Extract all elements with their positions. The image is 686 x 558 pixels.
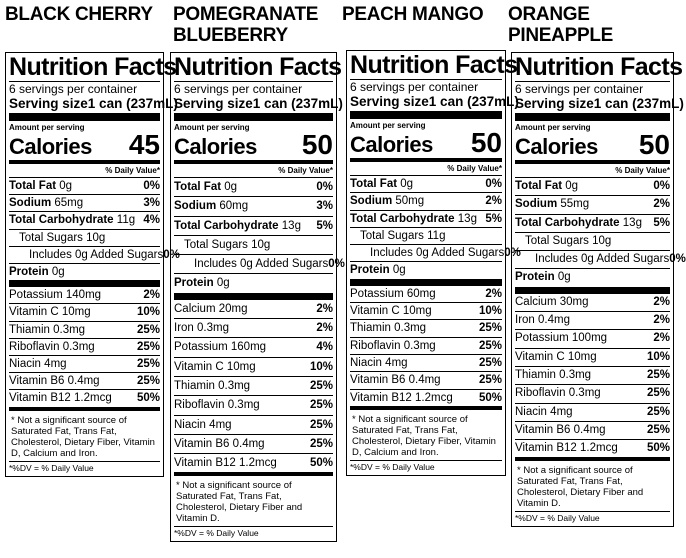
- nutrient-name: Includes 0g Added Sugars: [535, 253, 670, 266]
- nutrient-amount: 10g: [251, 238, 271, 251]
- nutrient-row: [350, 193, 502, 210]
- nutrient-row: [350, 390, 502, 410]
- calories-row: [174, 129, 333, 160]
- nutrient-daily-value: 25%: [136, 323, 160, 336]
- nutrient-row: [515, 269, 670, 293]
- nutrient-name: Sodium: [515, 198, 558, 211]
- calories-value: 50: [638, 129, 670, 160]
- nutrient-row: [9, 195, 160, 212]
- nutrient-name: Sodium: [174, 200, 217, 213]
- nutrient-daily-value: 4%: [316, 341, 333, 354]
- nutrient-daily-value: 25%: [136, 358, 160, 371]
- nutrient-daily-value: 2%: [653, 198, 670, 211]
- nutrient-row: [350, 245, 521, 262]
- nutrient-amount: 0g: [59, 180, 73, 192]
- nutrient-name: Vitamin C: [515, 350, 565, 363]
- nutrient-name: Vitamin B12: [350, 391, 412, 404]
- nutrient-name: Total Carbohydrate: [9, 214, 114, 227]
- nutrient-name: Vitamin B12: [174, 457, 236, 470]
- nutrient-amount: 13g: [622, 216, 642, 229]
- nutrient-amount: 1.2mcg: [74, 392, 112, 405]
- nutrient-amount: 0g: [216, 277, 230, 290]
- nutrient-name: Includes 0g Added Sugars: [370, 247, 505, 260]
- nutrient-name: Calcium: [174, 302, 216, 315]
- nutrient-daily-value: 0%: [485, 178, 502, 190]
- nutrient-amount: 4mg: [550, 405, 573, 418]
- nutrient-daily-value: 25%: [478, 322, 502, 335]
- nutrient-daily-value: 25%: [646, 423, 670, 436]
- nutrient-row: [174, 396, 333, 415]
- nutrient-row: [515, 312, 670, 330]
- nutrient-amount: 50mg: [395, 195, 425, 208]
- nutrient-daily-value: 4%: [143, 214, 160, 227]
- nutrient-daily-value: 25%: [136, 340, 160, 353]
- calories-value: 45: [128, 129, 160, 160]
- nutrient-name: Protein: [9, 266, 49, 279]
- footnote: * Not a significant source of Saturated Fat, Trans Fat, Cholesterol, Dietary Fiber and Vitamin D.: [515, 461, 670, 512]
- flavor-title: PEACH MANGO: [342, 4, 484, 25]
- nutrient-amount: 0g: [565, 180, 579, 192]
- nutrient-daily-value: 0%: [316, 181, 333, 193]
- nutrient-name: Vitamin C: [350, 305, 400, 318]
- nutrient-amount: 0.3mg: [62, 340, 95, 353]
- nutrient-amount: 20mg: [218, 302, 248, 315]
- nutrient-daily-value: 0%: [143, 180, 160, 192]
- nutrient-name: Total Sugars: [19, 231, 83, 244]
- nutrient-name: Total Carbohydrate: [350, 212, 455, 225]
- nutrient-daily-value: 50%: [478, 391, 502, 404]
- calories-row: [515, 129, 670, 160]
- nutrition-facts-title: Nutrition Facts: [515, 53, 683, 81]
- nutrient-amount: 0.3mg: [568, 387, 601, 400]
- nutrient-row: [9, 178, 160, 195]
- nutrient-daily-value: 10%: [309, 360, 333, 373]
- nutrient-amount: 0.4mg: [408, 374, 441, 387]
- footnote: * Not a significant source of Saturated Fat, Trans Fat, Cholesterol, Dietary Fiber, Vitamin D, Calcium and Iron.: [350, 410, 502, 461]
- flavor-title: BLACK CHERRY: [5, 4, 153, 25]
- nutrient-name: Total Carbohydrate: [515, 216, 620, 229]
- nutrient-row: [515, 385, 670, 403]
- calories-label: Calories: [174, 134, 257, 159]
- nutrient-daily-value: 0%: [653, 180, 670, 192]
- nutrient-amount: 0.3mg: [559, 368, 592, 381]
- nutrient-row: [174, 197, 333, 216]
- nutrient-row: [350, 355, 502, 372]
- nutrient-daily-value: 25%: [646, 368, 670, 381]
- nutrient-row: [9, 356, 160, 373]
- nutrient-daily-value: 0%: [504, 247, 521, 260]
- nutrient-daily-value: 25%: [309, 379, 333, 392]
- nutrient-name: Includes 0g Added Sugars: [194, 258, 329, 271]
- serving-size-label: Serving size: [515, 96, 594, 111]
- serving-size: [515, 96, 684, 112]
- nutrient-row: [174, 178, 333, 197]
- nutrient-amount: 4mg: [209, 418, 232, 431]
- nutrient-row: [350, 320, 502, 337]
- nutrient-daily-value: 25%: [478, 339, 502, 352]
- nutrient-row: [174, 319, 333, 338]
- nutrient-name: Iron: [174, 322, 194, 335]
- amount-per-serving: Amount per serving: [174, 123, 250, 132]
- nutrient-daily-value: 3%: [316, 200, 333, 213]
- nutrient-name: Vitamin C: [174, 360, 224, 373]
- nutrient-daily-value: 2%: [653, 314, 670, 327]
- nutrient-row: [9, 212, 160, 229]
- nutrient-row: [9, 287, 160, 304]
- nutrient-daily-value: 25%: [309, 418, 333, 431]
- nutrient-row: [174, 358, 333, 377]
- nutrient-amount: 4mg: [44, 358, 67, 371]
- nutrient-row: [174, 236, 333, 255]
- nutrient-name: Vitamin B6: [515, 423, 571, 436]
- nutrient-row: [350, 262, 502, 285]
- nutrient-daily-value: 25%: [478, 356, 502, 369]
- nutrient-daily-value: 25%: [136, 375, 160, 388]
- nutrient-row: [515, 330, 670, 348]
- nutrient-row: [515, 422, 670, 440]
- amount-per-serving: Amount per serving: [350, 121, 426, 130]
- nutrient-amount: 13g: [457, 212, 477, 225]
- nutrient-amount: 0g: [224, 181, 238, 193]
- nutrient-amount: 10mg: [226, 360, 256, 373]
- nutrient-amount: 10g: [86, 231, 106, 244]
- nutrient-amount: 0g: [400, 178, 414, 190]
- nutrient-name: Total Sugars: [360, 229, 424, 242]
- serving-size: [350, 94, 519, 110]
- nutrient-daily-value: 5%: [316, 219, 333, 232]
- nutrient-amount: 30mg: [559, 295, 589, 308]
- nutrient-name: Protein: [350, 264, 390, 277]
- nutrient-amount: 65mg: [54, 197, 84, 210]
- nutrient-row: [515, 294, 670, 312]
- nutrient-amount: 55mg: [560, 198, 590, 211]
- nutrient-name: Total Carbohydrate: [174, 219, 279, 232]
- nutrient-daily-value: 2%: [653, 295, 670, 308]
- calories-value: 50: [470, 127, 502, 158]
- nutrient-name: Total Fat: [174, 181, 222, 193]
- nutrient-amount: 0.3mg: [403, 339, 436, 352]
- nutrient-daily-value: 25%: [646, 387, 670, 400]
- nutrient-amount: 0.3mg: [218, 379, 251, 392]
- nutrient-daily-value: 2%: [143, 289, 160, 302]
- nutrient-daily-value: 3%: [143, 197, 160, 210]
- nutrient-name: Niacin: [174, 418, 206, 431]
- serving-size-value: 1 can (237mL): [252, 96, 343, 111]
- flavor-title: POMEGRANATE BLUEBERRY: [173, 4, 319, 46]
- nutrient-name: Potassium: [9, 289, 63, 302]
- nutrient-name: Total Fat: [350, 178, 398, 190]
- dv-note: *%DV = % Daily Value: [9, 462, 94, 473]
- nutrient-amount: 10mg: [402, 305, 432, 318]
- nutrition-panel: [5, 52, 180, 477]
- nutrient-amount: 0.3mg: [394, 322, 427, 335]
- footnote: * Not a significant source of Saturated Fat, Trans Fat, Cholesterol, Dietary Fiber and Vitamin D.: [174, 476, 333, 527]
- nutrient-row: [515, 440, 670, 461]
- nutrient-name: Thiamin: [174, 379, 215, 392]
- nutrient-name: Thiamin: [515, 368, 556, 381]
- nutrition-panel: [346, 50, 521, 476]
- nutrient-name: Includes 0g Added Sugars: [29, 248, 164, 261]
- nutrient-amount: 0.4mg: [232, 437, 265, 450]
- nutrient-name: Niacin: [9, 358, 41, 371]
- nutrient-name: Niacin: [350, 356, 382, 369]
- nutrient-amount: 11g: [427, 229, 446, 242]
- nutrient-row: [174, 274, 333, 299]
- nutrient-name: Thiamin: [350, 322, 391, 335]
- calories-label: Calories: [350, 132, 433, 157]
- servings-per-container: 6 servings per container: [174, 82, 303, 96]
- nutrient-row: [174, 217, 333, 236]
- nutrient-name: Calcium: [515, 295, 557, 308]
- calories-row: [350, 127, 502, 158]
- nutrient-amount: 140mg: [65, 289, 102, 302]
- nutrient-row: [9, 247, 180, 264]
- nutrient-row: [515, 349, 670, 367]
- amount-per-serving: Amount per serving: [9, 123, 85, 132]
- nutrient-row: [350, 176, 502, 193]
- nutrient-daily-value: 2%: [316, 322, 333, 335]
- nutrient-name: Vitamin B6: [174, 437, 230, 450]
- nutrient-daily-value: 10%: [646, 350, 670, 363]
- nutrient-amount: 13g: [281, 219, 301, 232]
- nutrient-daily-value: 0%: [328, 258, 345, 271]
- nutrient-daily-value: 50%: [309, 457, 333, 470]
- nutrient-amount: 10g: [592, 234, 612, 247]
- nutrient-name: Total Fat: [9, 180, 57, 192]
- nutrient-name: Protein: [174, 277, 214, 290]
- nutrient-name: Protein: [515, 271, 555, 284]
- nutrient-row: [174, 454, 333, 476]
- nutrient-amount: 0.4mg: [538, 314, 570, 327]
- nutrient-name: Potassium: [174, 341, 228, 354]
- footnote: * Not a significant source of Saturated Fat, Trans Fat, Cholesterol, Dietary Fiber, Vitamin D, Calcium and Iron.: [9, 411, 160, 462]
- nutrient-row: [515, 215, 670, 233]
- nutrient-row: [174, 338, 333, 357]
- nutrient-name: Riboflavin: [174, 399, 225, 412]
- nutrient-name: Niacin: [515, 405, 547, 418]
- nutrient-amount: 1.2mcg: [415, 391, 453, 404]
- daily-value-header: % Daily Value*: [350, 163, 502, 176]
- nutrient-amount: 160mg: [230, 341, 267, 354]
- nutrient-name: Total Fat: [515, 180, 563, 192]
- nutrient-daily-value: 25%: [309, 399, 333, 412]
- serving-size-value: 1 can (237mL): [593, 96, 684, 111]
- nutrient-row: [350, 372, 502, 389]
- calories-label: Calories: [9, 134, 92, 159]
- servings-per-container: 6 servings per container: [350, 80, 479, 94]
- nutrient-name: Total Sugars: [184, 238, 248, 251]
- nutrient-row: [515, 367, 670, 385]
- nutrient-daily-value: 2%: [485, 195, 502, 208]
- nutrition-panel: [511, 52, 686, 527]
- nutrition-facts-title: Nutrition Facts: [350, 51, 518, 79]
- nutrient-row: [350, 338, 502, 355]
- flavor-title: ORANGE PINEAPPLE: [508, 4, 613, 46]
- nutrient-row: [9, 230, 160, 247]
- daily-value-header: % Daily Value*: [515, 165, 670, 178]
- nutrient-name: Riboflavin: [9, 340, 60, 353]
- nutrient-daily-value: 2%: [485, 287, 502, 300]
- nutrient-name: Vitamin B12: [9, 392, 71, 405]
- servings-per-container: 6 servings per container: [9, 82, 138, 96]
- nutrient-daily-value: 25%: [309, 437, 333, 450]
- nutrient-row: [515, 178, 670, 196]
- nutrient-row: [350, 303, 502, 320]
- nutrient-name: Total Sugars: [525, 234, 589, 247]
- nutrient-amount: 0g: [392, 264, 406, 277]
- nutrient-name: Riboflavin: [515, 387, 566, 400]
- nutrient-row: [174, 377, 333, 396]
- nutrient-row: [9, 264, 160, 287]
- nutrient-amount: 0.3mg: [197, 322, 229, 335]
- nutrient-name: Riboflavin: [350, 339, 401, 352]
- nutrition-panel: [170, 52, 345, 542]
- nutrient-row: [9, 339, 160, 356]
- nutrient-amount: 1.2mcg: [239, 457, 277, 470]
- dv-note: *%DV = % Daily Value: [174, 528, 259, 539]
- nutrient-daily-value: 10%: [136, 306, 160, 319]
- nutrient-row: [515, 251, 686, 269]
- amount-per-serving: Amount per serving: [515, 123, 591, 132]
- nutrient-daily-value: 25%: [478, 374, 502, 387]
- serving-size-value: 1 can (237mL): [87, 96, 178, 111]
- nutrient-row: [174, 416, 333, 435]
- nutrient-amount: 100mg: [571, 332, 608, 345]
- nutrient-name: Vitamin B6: [350, 374, 406, 387]
- nutrient-daily-value: 2%: [316, 302, 333, 315]
- nutrient-name: Sodium: [9, 197, 52, 210]
- calories-row: [9, 129, 160, 160]
- nutrient-name: Vitamin B6: [9, 375, 65, 388]
- nutrient-name: Sodium: [350, 195, 393, 208]
- nutrient-row: [9, 304, 160, 321]
- serving-size-label: Serving size: [350, 94, 429, 109]
- nutrient-daily-value: 10%: [478, 305, 502, 318]
- nutrient-amount: 0.4mg: [67, 375, 100, 388]
- serving-size-label: Serving size: [9, 96, 88, 111]
- nutrient-row: [515, 233, 670, 251]
- nutrient-daily-value: 2%: [653, 332, 670, 345]
- serving-size-label: Serving size: [174, 96, 253, 111]
- dv-note: *%DV = % Daily Value: [515, 513, 600, 524]
- nutrient-amount: 10mg: [567, 350, 597, 363]
- nutrient-daily-value: 25%: [646, 405, 670, 418]
- nutrient-row: [174, 300, 333, 319]
- nutrient-row: [9, 373, 160, 390]
- nutrient-amount: 10mg: [61, 306, 91, 319]
- nutrient-amount: 0.3mg: [53, 323, 86, 336]
- nutrient-row: [9, 322, 160, 339]
- nutrient-row: [515, 196, 670, 214]
- nutrient-row: [515, 404, 670, 422]
- nutrient-daily-value: 5%: [653, 216, 670, 229]
- nutrient-name: Potassium: [515, 332, 569, 345]
- nutrient-name: Vitamin C: [9, 306, 59, 319]
- calories-value: 50: [301, 129, 333, 160]
- nutrient-row: [9, 390, 160, 410]
- nutrient-name: Potassium: [350, 287, 404, 300]
- nutrient-amount: 11g: [116, 214, 136, 227]
- daily-value-header: % Daily Value*: [9, 165, 160, 178]
- nutrient-daily-value: 5%: [485, 212, 502, 225]
- serving-size: [9, 96, 178, 112]
- servings-per-container: 6 servings per container: [515, 82, 644, 96]
- nutrient-amount: 0.3mg: [227, 399, 260, 412]
- dv-note: *%DV = % Daily Value: [350, 461, 435, 472]
- nutrient-row: [350, 286, 502, 303]
- nutrient-amount: 0g: [51, 266, 65, 279]
- nutrient-daily-value: 50%: [646, 442, 670, 455]
- nutrient-amount: 60mg: [406, 287, 436, 300]
- calories-label: Calories: [515, 134, 598, 159]
- nutrient-name: Vitamin B12: [515, 442, 577, 455]
- nutrient-daily-value: 0%: [669, 253, 686, 266]
- daily-value-header: % Daily Value*: [174, 165, 333, 178]
- nutrition-facts-title: Nutrition Facts: [9, 53, 177, 81]
- nutrition-facts-title: Nutrition Facts: [174, 53, 342, 81]
- nutrient-row: [350, 211, 502, 228]
- nutrient-daily-value: 50%: [136, 392, 160, 405]
- nutrient-row: [350, 228, 502, 245]
- nutrient-amount: 0g: [557, 271, 571, 284]
- nutrient-amount: 1.2mcg: [580, 442, 618, 455]
- serving-size: [174, 96, 343, 112]
- nutrient-amount: 4mg: [385, 356, 408, 369]
- nutrient-name: Iron: [515, 314, 535, 327]
- nutrient-amount: 0.4mg: [573, 423, 606, 436]
- nutrient-row: [174, 435, 333, 454]
- nutrient-row: [174, 255, 345, 274]
- nutrient-amount: 60mg: [219, 200, 249, 213]
- nutrient-daily-value: 0%: [163, 248, 180, 261]
- nutrient-name: Thiamin: [9, 323, 50, 336]
- serving-size-value: 1 can (237mL): [428, 94, 519, 109]
